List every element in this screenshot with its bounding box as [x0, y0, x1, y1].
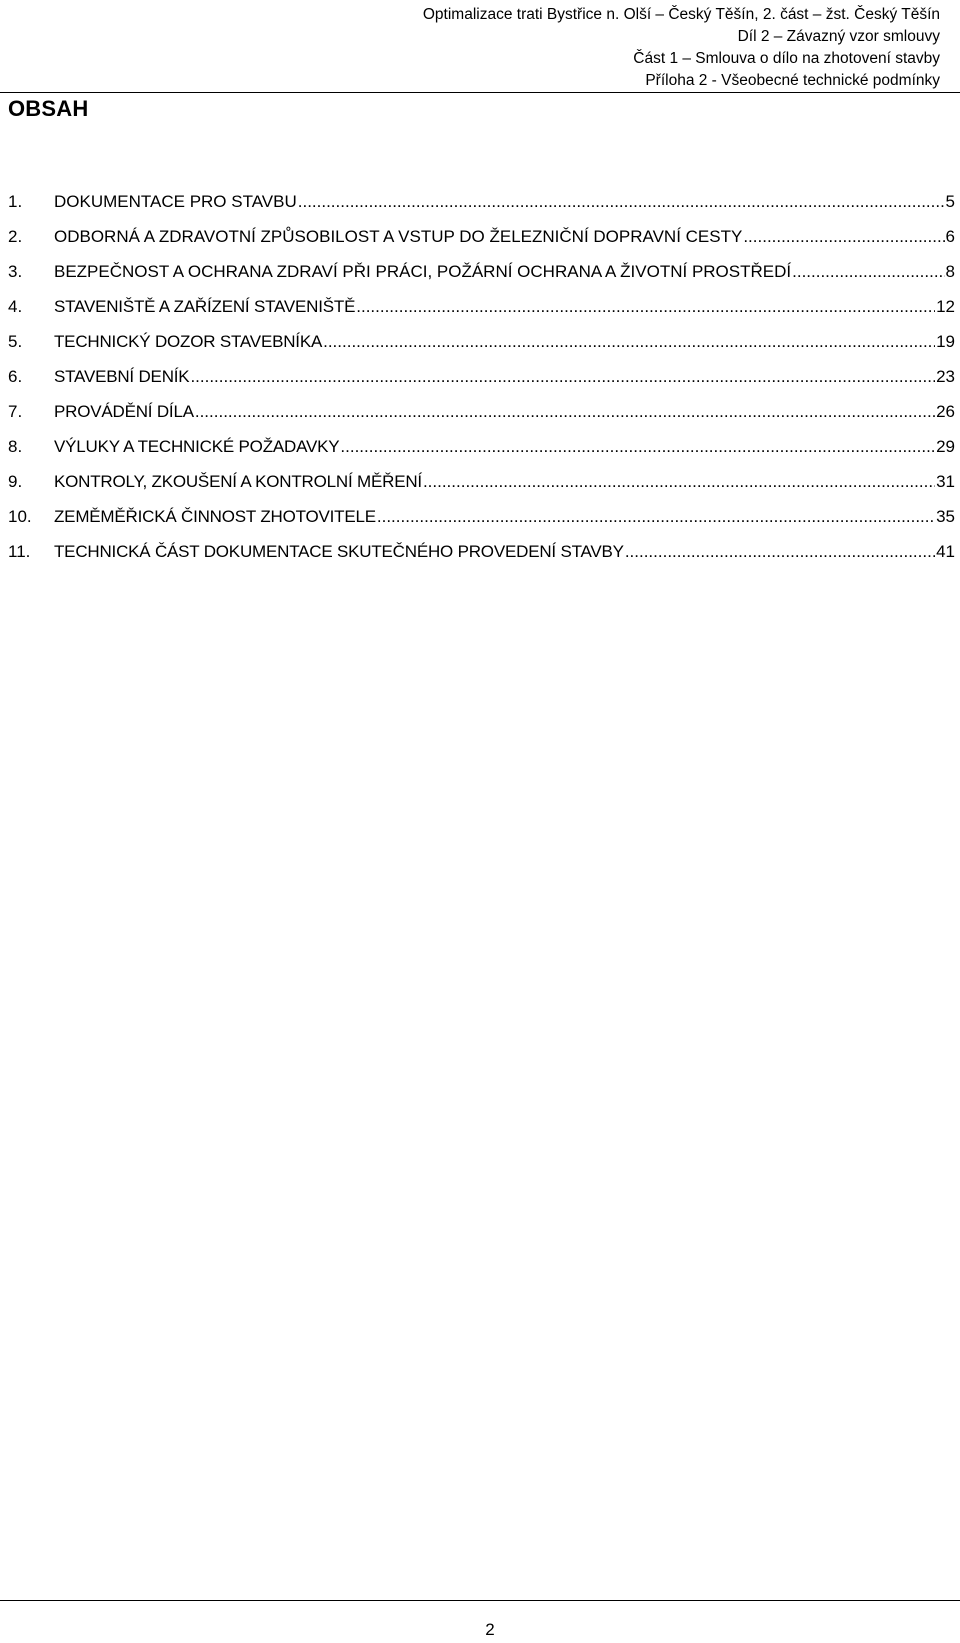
- toc-dot-leader: [298, 184, 945, 219]
- toc-entry-title: STAVEBNÍ DENÍK: [54, 367, 190, 386]
- toc-entry-number: 2.: [8, 227, 23, 246]
- toc-entry-page: 6: [945, 227, 955, 246]
- toc-heading: OBSAH: [8, 96, 89, 121]
- toc-entry-number: 3.: [8, 262, 23, 281]
- toc-entry-page: 29: [936, 437, 955, 456]
- toc-dot-leader: [423, 464, 935, 499]
- toc-entry[interactable]: [8, 429, 955, 464]
- toc-entry[interactable]: [8, 394, 955, 429]
- table-of-contents: [8, 184, 955, 569]
- toc-entry-number: 11.: [8, 542, 31, 561]
- toc-entry-number: 1.: [8, 192, 23, 211]
- toc-entry-title: TECHNICKÁ ČÁST DOKUMENTACE SKUTEČNÉHO PROVEDENÍ STAVBY: [54, 542, 624, 561]
- toc-entry-title: TECHNICKÝ DOZOR STAVEBNÍKA: [54, 332, 323, 351]
- toc-dot-leader: [377, 499, 935, 534]
- toc-dot-leader: [340, 429, 935, 464]
- toc-dot-leader: [323, 324, 935, 359]
- toc-entry[interactable]: [8, 324, 955, 359]
- toc-entry-page: 23: [936, 367, 955, 386]
- toc-entry-number: 6.: [8, 367, 23, 386]
- toc-entry[interactable]: [8, 359, 955, 394]
- toc-entry-title: ZEMĚMĚŘICKÁ ČINNOST ZHOTOVITELE: [54, 507, 376, 526]
- toc-entry-number: 4.: [8, 297, 23, 316]
- toc-entry-page: 31: [936, 472, 955, 491]
- toc-entry-title: PROVÁDĚNÍ DÍLA: [54, 402, 194, 421]
- toc-entry-number: 10.: [8, 507, 32, 526]
- page-header: [320, 4, 940, 92]
- header-section-title: Část 1 – Smlouva o dílo na zhotovení stavby: [633, 50, 940, 67]
- toc-entry-number: 9.: [8, 472, 23, 491]
- toc-entry-page: 35: [936, 507, 955, 526]
- toc-dot-leader: [190, 359, 935, 394]
- header-divider: [0, 92, 960, 93]
- toc-entry-page: 5: [945, 192, 955, 211]
- toc-entry-page: 26: [936, 402, 955, 421]
- page-number: 2: [485, 1620, 495, 1639]
- toc-entry[interactable]: [8, 289, 955, 324]
- toc-entry-title: ODBORNÁ A ZDRAVOTNÍ ZPŮSOBILOST A VSTUP DO ŽELEZNIČNÍ DOPRAVNÍ CESTY: [54, 227, 743, 246]
- toc-entry-page: 19: [936, 332, 955, 351]
- toc-entry-title: VÝLUKY A TECHNICKÉ POŽADAVKY: [54, 437, 340, 456]
- toc-entry-title: KONTROLY, ZKOUŠENÍ A KONTROLNÍ MĚŘENÍ: [54, 472, 422, 491]
- header-part-title: Díl 2 – Závazný vzor smlouvy: [737, 28, 940, 45]
- toc-entry-number: 8.: [8, 437, 23, 456]
- toc-entry-title: BEZPEČNOST A OCHRANA ZDRAVÍ PŘI PRÁCI, POŽÁRNÍ OCHRANA A ŽIVOTNÍ PROSTŘEDÍ: [54, 262, 792, 281]
- header-project-title: Optimalizace trati Bystřice n. Olší – Český Těšín, 2. část – žst. Český Těšín: [422, 6, 940, 23]
- toc-entry-title: STAVENIŠTĚ A ZAŘÍZENÍ STAVENIŠTĚ: [54, 297, 356, 316]
- toc-dot-leader: [625, 534, 935, 569]
- toc-dot-leader: [792, 254, 944, 289]
- toc-dot-leader: [743, 219, 944, 254]
- toc-dot-leader: [356, 289, 935, 324]
- toc-entry[interactable]: [8, 219, 955, 254]
- footer-divider: [0, 1600, 960, 1601]
- toc-entry-page: 8: [945, 262, 955, 281]
- toc-entry[interactable]: [8, 254, 955, 289]
- toc-entry-number: 7.: [8, 402, 23, 421]
- toc-entry-page: 12: [936, 297, 955, 316]
- toc-entry-title: DOKUMENTACE PRO STAVBU: [54, 192, 297, 211]
- toc-dot-leader: [195, 394, 935, 429]
- toc-entry-number: 5.: [8, 332, 23, 351]
- toc-entry[interactable]: [8, 499, 955, 534]
- header-appendix-title: Příloha 2 - Všeobecné technické podmínky: [645, 72, 940, 89]
- toc-entry[interactable]: [8, 184, 955, 219]
- toc-entry-page: 41: [936, 542, 955, 561]
- toc-entry[interactable]: [8, 534, 955, 569]
- toc-entry[interactable]: [8, 464, 955, 499]
